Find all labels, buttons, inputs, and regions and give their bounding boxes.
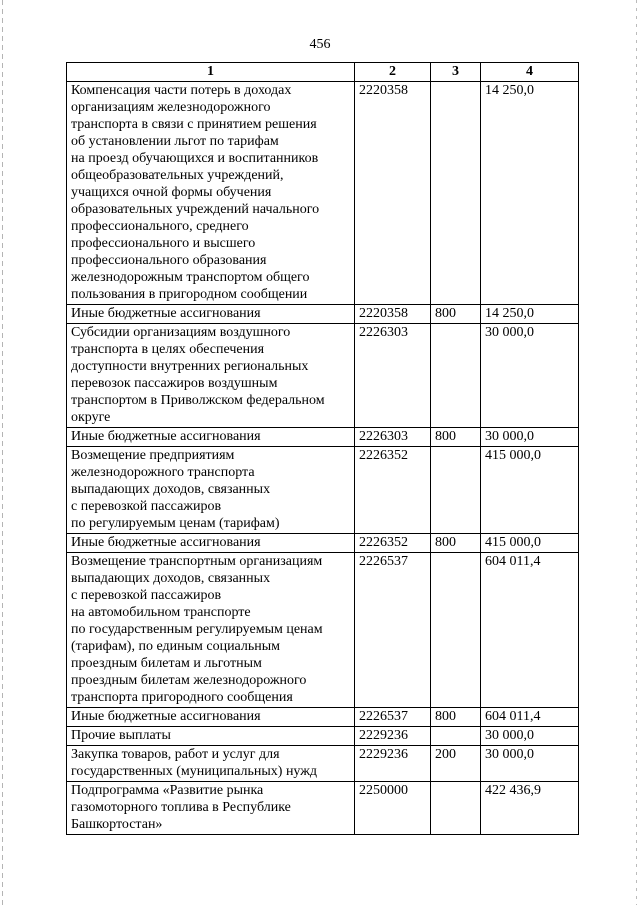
table-row (67, 782, 579, 835)
row-expense-type: 800 (431, 708, 481, 727)
row-description: Закупка товаров, работ и услуг для государственных (муниципальных) нужд (67, 746, 355, 782)
row-amount: 415 000,0 (481, 534, 579, 553)
row-expense-type (431, 553, 481, 708)
page-number: 456 (309, 37, 331, 52)
row-description: Возмещение транспортным организациям выпадающих доходов, связанных с перевозкой пассажиров на автомобильном транспорте по государственным регулируемым ценам (тарифам), по единым социальным проездным билетам и льготным проездным билетам железнодорожного транспорта пригородного сообщения (67, 553, 355, 708)
row-description: Компенсация части потерь в доходах организациям железнодорожного транспорта в связи с принятием решения об установлении льгот по тарифам на проезд обучающихся и воспитанников общеобразовательных учреждений, учащихся очной формы обучения образовательных учреждений начального профессионального, среднего профессионального и высшего профессионального образования железнодорожным транспортом общего пользования в пригородном сообщении (67, 82, 355, 305)
row-code: 2226537 (355, 708, 431, 727)
budget-table (66, 62, 579, 835)
row-code: 2226303 (355, 324, 431, 428)
table-row (67, 324, 579, 428)
row-expense-type (431, 82, 481, 305)
row-code: 2226352 (355, 534, 431, 553)
header-row (67, 63, 579, 82)
table-row (67, 553, 579, 708)
row-code: 2220358 (355, 305, 431, 324)
row-description: Иные бюджетные ассигнования (67, 534, 355, 553)
row-expense-type (431, 727, 481, 746)
row-expense-type: 800 (431, 534, 481, 553)
row-code: 2229236 (355, 727, 431, 746)
row-amount: 30 000,0 (481, 727, 579, 746)
row-code: 2229236 (355, 746, 431, 782)
scan-edge-right (636, 0, 637, 905)
table-row (67, 708, 579, 727)
row-amount: 30 000,0 (481, 746, 579, 782)
column-header-4: 4 (481, 63, 579, 82)
row-code: 2250000 (355, 782, 431, 835)
table-row (67, 305, 579, 324)
table-row (67, 428, 579, 447)
row-description: Субсидии организациям воздушного транспорта в целях обеспечения доступности внутренних региональных перевозок пассажиров воздушным транспортом в Приволжском федеральном округе (67, 324, 355, 428)
row-amount: 30 000,0 (481, 324, 579, 428)
table-row (67, 447, 579, 534)
row-code: 2226303 (355, 428, 431, 447)
row-code: 2220358 (355, 82, 431, 305)
row-description: Подпрограмма «Развитие рынка газомоторного топлива в Республике Башкортостан» (67, 782, 355, 835)
row-expense-type: 800 (431, 305, 481, 324)
scan-edge-left (2, 0, 3, 905)
table-row (67, 746, 579, 782)
row-description: Иные бюджетные ассигнования (67, 305, 355, 324)
row-amount: 30 000,0 (481, 428, 579, 447)
column-header-3: 3 (431, 63, 481, 82)
table-row (67, 82, 579, 305)
row-description: Иные бюджетные ассигнования (67, 708, 355, 727)
row-expense-type (431, 782, 481, 835)
row-amount: 604 011,4 (481, 553, 579, 708)
column-header-2: 2 (355, 63, 431, 82)
row-amount: 415 000,0 (481, 447, 579, 534)
row-amount: 422 436,9 (481, 782, 579, 835)
table-row (67, 534, 579, 553)
row-description: Возмещение предприятиям железнодорожного транспорта выпадающих доходов, связанных с перевозкой пассажиров по регулируемым ценам (тарифам) (67, 447, 355, 534)
row-expense-type: 800 (431, 428, 481, 447)
row-expense-type (431, 324, 481, 428)
row-description: Иные бюджетные ассигнования (67, 428, 355, 447)
column-header-1: 1 (67, 63, 355, 82)
row-amount: 604 011,4 (481, 708, 579, 727)
row-expense-type (431, 447, 481, 534)
row-code: 2226352 (355, 447, 431, 534)
table-row (67, 727, 579, 746)
row-amount: 14 250,0 (481, 305, 579, 324)
row-expense-type: 200 (431, 746, 481, 782)
row-description: Прочие выплаты (67, 727, 355, 746)
row-amount: 14 250,0 (481, 82, 579, 305)
row-code: 2226537 (355, 553, 431, 708)
